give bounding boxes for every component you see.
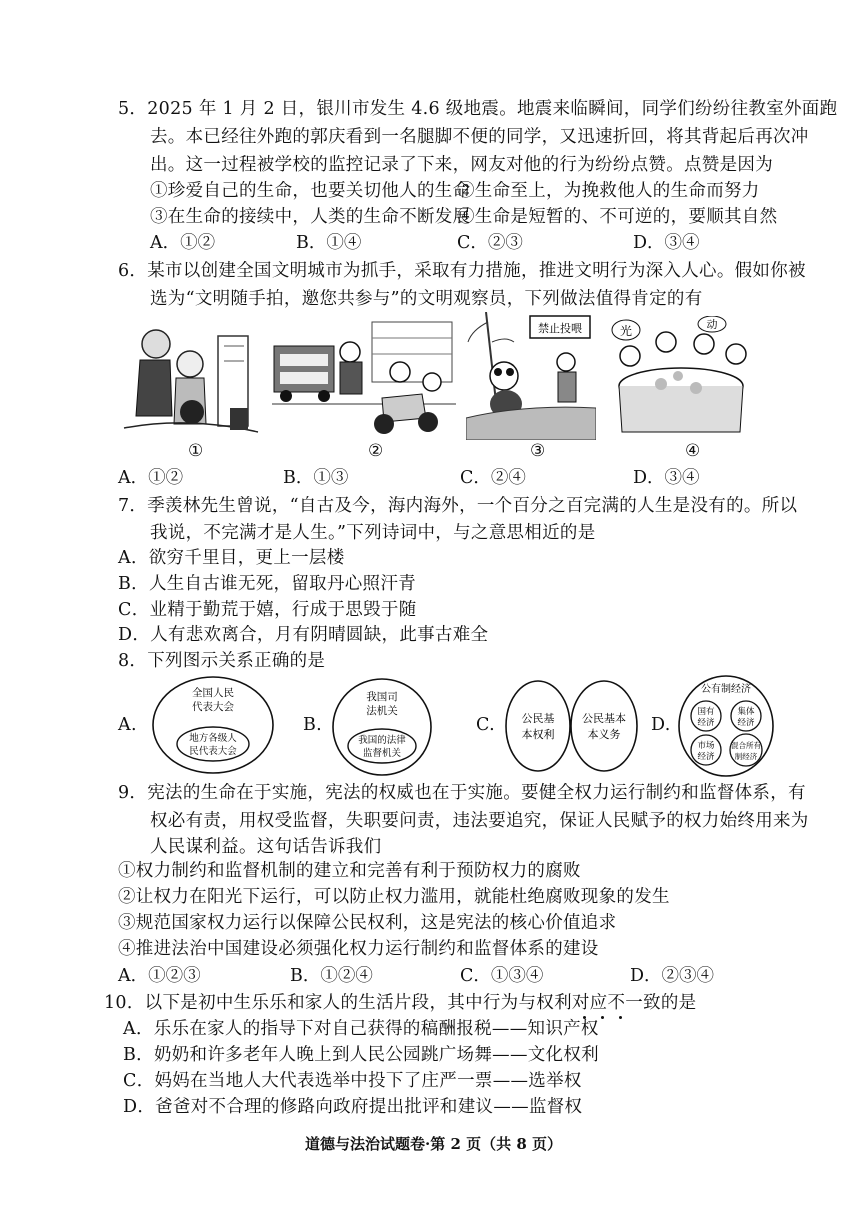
q5-option-b[interactable]: B．①④	[296, 233, 362, 253]
a-outer-text-2: 代表大会	[192, 701, 234, 713]
q5-option-d[interactable]: D．③④	[633, 233, 700, 253]
q10-line: 10．以下是初中生乐乐和家人的生活片段，其中行为与权利对应不一致的是	[104, 993, 697, 1013]
q8-diagram-c[interactable]	[503, 678, 643, 774]
page-footer: 道德与法治试题卷·第 2 页（共 8 页）	[305, 1135, 562, 1153]
cartoon-4-illustration	[606, 316, 756, 440]
q9-line-3: 人民谋利益。这句话告诉我们	[150, 837, 382, 857]
q5-option-c[interactable]: C．②③	[457, 233, 523, 253]
q6-option-b[interactable]: B．①③	[283, 468, 349, 488]
q8-diagram-b[interactable]	[330, 676, 434, 778]
q5-item-1: ①珍爱自己的生命，也要关切他人的生命	[150, 181, 471, 201]
q7-option-d[interactable]: D．人有悲欢离合，月有阴晴圆缺，此事古难全	[118, 625, 489, 645]
a-outer-text-1: 全国人民	[192, 687, 234, 699]
q8-option-a-label[interactable]: A.	[118, 715, 137, 735]
b-outer-text-1: 我国司	[366, 691, 398, 703]
q8-option-b-label[interactable]: B.	[303, 715, 323, 735]
cartoon-3-label: ③	[530, 441, 546, 461]
cartoon-2-label: ②	[368, 441, 384, 461]
c-right-text-2: 本义务	[587, 728, 621, 741]
bubble-text-2: 动	[706, 318, 718, 331]
q8-line: 8．下列图示关系正确的是	[118, 651, 326, 671]
c-right-text-1: 公民基本	[582, 712, 626, 725]
q5-item-3: ③在生命的接续中，人类的生命不断发展	[150, 207, 471, 227]
q6-line-2: 选为“文明随手拍，邀您共参与”的文明观察员，下列做法值得肯定的有	[150, 289, 703, 309]
d-inner-4-text-2: 制经济	[734, 752, 758, 761]
b-inner-text-2: 监督机关	[362, 748, 402, 759]
emphasis-dot	[619, 1016, 622, 1019]
cartoon-1-label: ①	[188, 441, 204, 461]
q7-option-b[interactable]: B．人生自古谁无死，留取丹心照汗青	[118, 574, 416, 594]
q5-item-4: ④生命是短暂的、不可逆的，要顺其自然	[457, 207, 778, 227]
d-inner-3-text-1: 市场	[697, 741, 715, 751]
q9-item-2: ②让权力在阳光下运行，可以防止权力滥用，就能杜绝腐败现象的发生	[118, 887, 670, 907]
d-inner-2-text-1: 集体	[737, 707, 755, 717]
q6-option-d[interactable]: D．③④	[633, 468, 700, 488]
q10-option-c[interactable]: C．妈妈在当地人大代表选举中投下了庄严一票——选举权	[123, 1071, 582, 1091]
cartoon-2-illustration	[272, 318, 456, 440]
q9-options	[0, 963, 867, 989]
q7-line-1: 7．季羡林先生曾说，“自古及今，海内海外，一个百分之百完满的人生是没有的。所以	[118, 496, 798, 516]
q6-option-c[interactable]: C．②④	[460, 468, 526, 488]
q8-diagram-d[interactable]	[676, 674, 776, 778]
q6-options	[0, 465, 867, 491]
q5-option-a[interactable]: A．①②	[150, 233, 216, 253]
d-inner-3-text-2: 经济	[697, 752, 715, 762]
emphasis-dot	[601, 1016, 604, 1019]
b-outer-text-2: 法机关	[366, 705, 398, 717]
q7-option-c[interactable]: C．业精于勤荒于嬉，行成于思毁于随	[118, 600, 417, 620]
q9-item-3: ③规范国家权力运行以保障公民权利，这是宪法的核心价值追求	[118, 913, 617, 933]
q8-option-d-label[interactable]: D.	[651, 715, 671, 735]
no-feeding-sign-text: 禁止投喂	[538, 322, 582, 335]
cartoon-3-illustration	[466, 312, 596, 440]
q9-item-1: ①权力制约和监督机制的建立和完善有利于预防权力的腐败	[118, 861, 581, 881]
d-outer-text: 公有制经济	[701, 684, 751, 695]
q9-option-b[interactable]: B．①②④	[290, 966, 373, 986]
q9-line-1: 9．宪法的生命在于实施，宪法的权威也在于实施。要健全权力运行制约和监督体系，有	[118, 783, 806, 803]
q8-diagram-a[interactable]	[150, 674, 276, 776]
b-inner-text-1: 我国的法律	[358, 735, 406, 746]
q5-line-3: 出。这一过程被学校的监控记录了下来，网友对他的行为纷纷点赞。点赞是因为	[150, 155, 773, 175]
q9-option-a[interactable]: A．①②③	[118, 966, 201, 986]
q9-option-c[interactable]: C．①③④	[460, 966, 544, 986]
q9-item-4: ④推进法治中国建设必须强化权力运行制约和监督体系的建设	[118, 939, 599, 959]
q9-line-2: 权必有责，用权受监督，失职要问责，违法要追究，保证人民赋予的权力始终用来为	[150, 811, 809, 831]
c-left-text-1: 公民基	[521, 712, 555, 725]
q5-line-2: 去。本已经往外跑的郭庆看到一名腿脚不便的同学，又迅速折回，将其背起后再次冲	[150, 127, 809, 147]
q7-line-2: 我说，不完满才是人生。”下列诗词中，与之意思相近的是	[150, 523, 596, 543]
q10-option-d[interactable]: D．爸爸对不合理的修路向政府提出批评和建议——监督权	[123, 1097, 583, 1117]
q10-option-b[interactable]: B．奶奶和许多老年人晚上到人民公园跳广场舞——文化权利	[123, 1045, 599, 1065]
q5-options	[0, 230, 867, 256]
q5-line-1: 5．2025 年 1 月 2 日，银川市发生 4.6 级地震。地震来临瞬间，同学们纷纷往教室外面跑	[118, 99, 838, 119]
cartoon-1-illustration	[118, 316, 262, 440]
d-inner-1-text-2: 经济	[697, 718, 715, 728]
q10-option-a[interactable]: A．乐乐在家人的指导下对自己获得的稿酬报税——知识产权	[123, 1019, 599, 1039]
q8-option-c-label[interactable]: C.	[476, 715, 495, 735]
cartoon-4-label: ④	[685, 441, 701, 461]
bubble-text-1: 光	[619, 324, 633, 338]
c-left-text-2: 本权利	[521, 728, 555, 741]
a-inner-text-2: 民代表大会	[189, 746, 237, 757]
q5-item-2: ②生命至上，为挽救他人的生命而努力	[457, 181, 760, 201]
q9-option-d[interactable]: D．②③④	[630, 966, 715, 986]
a-inner-text-1: 地方各级人	[189, 733, 237, 744]
q7-option-a[interactable]: A．欲穷千里目，更上一层楼	[118, 548, 345, 568]
d-inner-1-text-1: 国有	[697, 707, 715, 717]
d-inner-2-text-2: 经济	[737, 718, 755, 728]
q6-line-1: 6．某市以创建全国文明城市为抓手，采取有力措施，推进文明行为深入人心。假如你被	[118, 261, 806, 281]
d-inner-4-text-1: 混合所有	[731, 741, 761, 750]
q6-option-a[interactable]: A．①②	[118, 468, 184, 488]
